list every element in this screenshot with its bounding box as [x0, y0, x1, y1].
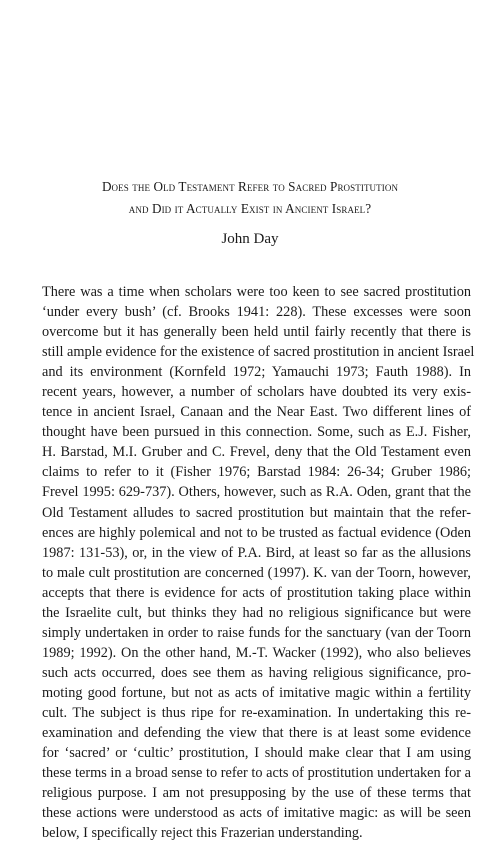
body-line: claims to refer to it (Fisher 1976; Barstad 1984: 26-34; Gruber 1986; — [42, 464, 471, 481]
body-line: overcome but it has generally been held until fairly recently that there is — [42, 324, 471, 341]
body-line: religious purpose. I am not presupposing by the use of these terms that — [42, 785, 471, 802]
body-line: cult. The subject is thus ripe for re-examination. In undertaking this re- — [42, 704, 471, 721]
body-line: There was a time when scholars were too keen to see sacred prostitution — [42, 284, 471, 300]
body-line: the Israelite cult, but thinks they had no religious significance but were — [42, 604, 471, 621]
article-title-line-2: and Did it Actually Exist in Ancient Israel? — [128, 201, 372, 216]
body-line: simply undertaken in order to raise funds for the sanctuary (van der Toorn — [42, 624, 471, 641]
body-line: still ample evidence for the existence of sacred prostitution in ancient Israel — [42, 344, 475, 361]
body-line: below, I specifically reject this Frazerian understanding. — [42, 825, 363, 842]
body-line: 1987: 131-53), or, in the view of P.A. Bird, at least so far as the allusions — [42, 544, 471, 561]
author-name: John Day — [221, 231, 279, 247]
body-line: to male cult prostitution are concerned (1997). K. van der Toorn, however, — [42, 564, 471, 581]
body-line: ences are highly polemical and not to be trusted as factual evidence (Oden — [42, 524, 471, 541]
body-line: such acts occurred, does see them as having religious significance, pro- — [42, 664, 471, 681]
body-line: ‘under every bush’ (cf. Brooks 1941: 228). These excesses were soon — [42, 304, 471, 321]
article-title — [0, 176, 500, 220]
body-line: accepts that there is evidence for acts of prostitution taking place within — [42, 584, 471, 601]
body-line: Frevel 1995: 629-737). Others, however, such as R.A. Oden, grant that the — [42, 484, 471, 501]
body-paragraph — [42, 282, 475, 843]
body-line: and its environment (Kornfeld 1972; Yamauchi 1973; Fauth 1988). In — [42, 364, 471, 381]
body-line: Old Testament alludes to sacred prostitution but maintain that the refer- — [42, 504, 471, 521]
body-line: thought have been pursued in this connection. Some, such as E.J. Fisher, — [42, 424, 471, 441]
body-line: moting good fortune, but not as acts of imitative magic within a fertility — [42, 684, 471, 701]
body-line: tence in ancient Israel, Canaan and the Near East. Two different lines of — [42, 404, 471, 421]
body-line: recent years, however, a number of scholars have doubted its very exis- — [42, 384, 471, 401]
body-line: these actions were understood as acts of imitative magic: as will be seen — [42, 805, 471, 822]
body-line: examination and defending the view that there is at least some evidence — [42, 725, 471, 742]
body-line: H. Barstad, M.I. Gruber and C. Frevel, deny that the Old Testament even — [42, 444, 471, 461]
body-line: for ‘sacred’ or ‘cultic’ prostitution, I should make clear that I am using — [42, 745, 471, 762]
body-line: these terms in a broad sense to refer to acts of prostitution undertaken for a — [42, 765, 471, 782]
article-title-line-1: Does the Old Testament Refer to Sacred Prostitution — [101, 179, 399, 194]
body-line: 1989; 1992). On the other hand, M.-T. Wacker (1992), who also believes — [42, 644, 471, 661]
